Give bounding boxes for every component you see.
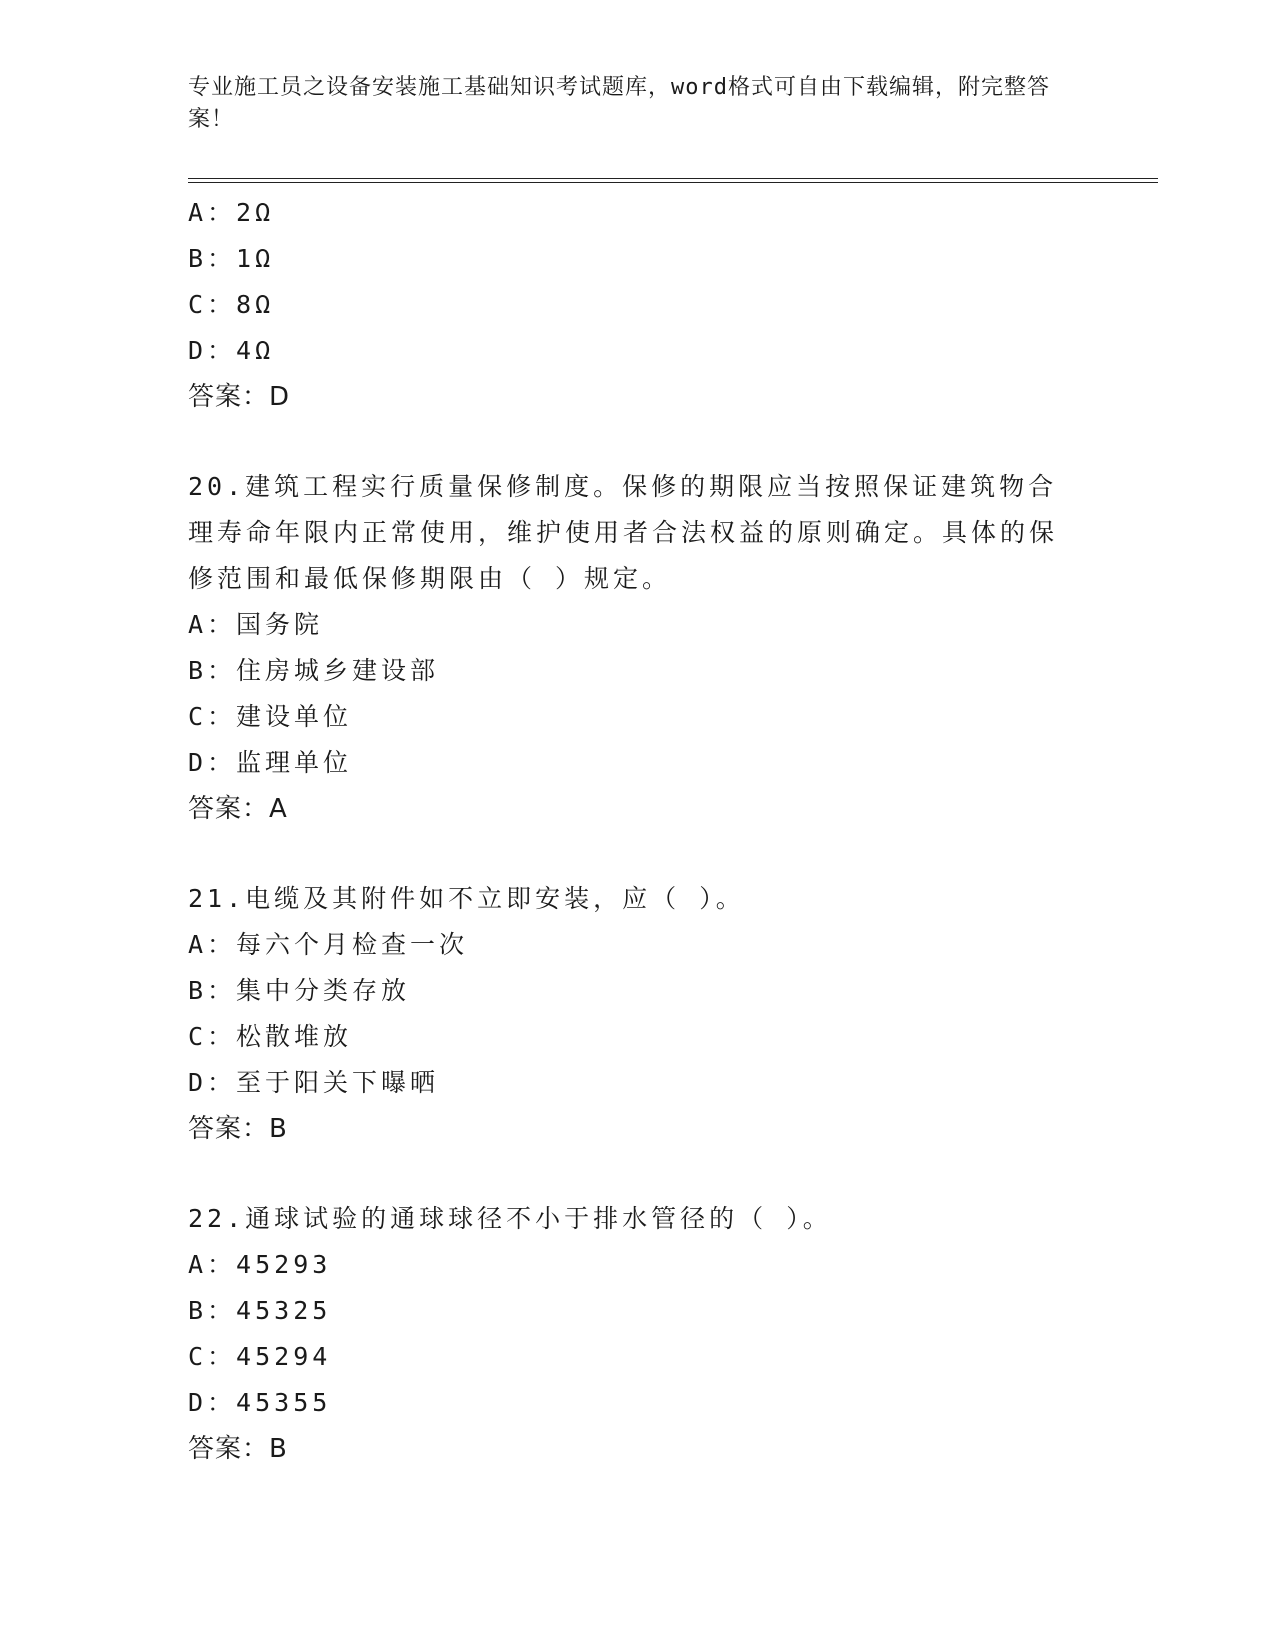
question-stem: 21.电缆及其附件如不立即安装，应（ ）。 xyxy=(188,884,745,913)
option-a: A：每六个月检查一次 xyxy=(188,930,469,959)
option-a: A：45293 xyxy=(188,1250,332,1279)
option-a: A：2Ω xyxy=(188,198,275,227)
option-c: C：松散堆放 xyxy=(188,1022,353,1051)
answer: 答案：D xyxy=(188,382,291,412)
option-d: D：监理单位 xyxy=(188,748,353,777)
answer: 答案：B xyxy=(188,1434,288,1464)
answer: 答案：B xyxy=(188,1114,288,1144)
option-a: A：国务院 xyxy=(188,610,324,639)
question-20 xyxy=(188,464,1128,832)
header-divider-bottom xyxy=(188,182,1158,183)
document-header: 专业施工员之设备安装施工基础知识考试题库，word格式可自由下载编辑，附完整答案！ xyxy=(188,75,1050,132)
option-d: D：4Ω xyxy=(188,336,275,365)
option-c: C：建设单位 xyxy=(188,702,353,731)
option-d: D：45355 xyxy=(188,1388,332,1417)
option-b: B：45325 xyxy=(188,1296,332,1325)
option-c: C：8Ω xyxy=(188,290,275,319)
question-list xyxy=(188,190,1128,1472)
option-c: C：45294 xyxy=(188,1342,332,1371)
question-stem: 20.建筑工程实行质量保修制度。保修的期限应当按照保证建筑物合理寿命年限内正常使用，维护使用者合法权益的原则确定。具体的保修范围和最低保修期限由（ ）规定。 xyxy=(188,472,1059,593)
header-divider-top xyxy=(188,178,1158,179)
question-stem: 22.通球试验的通球球径不小于排水管径的（ ）。 xyxy=(188,1204,832,1233)
option-b: B：住房城乡建设部 xyxy=(188,656,440,685)
question-19 xyxy=(188,190,1128,420)
answer: 答案：A xyxy=(188,794,288,824)
option-b: B：1Ω xyxy=(188,244,275,273)
question-21 xyxy=(188,876,1128,1152)
option-b: B：集中分类存放 xyxy=(188,976,411,1005)
option-d: D：至于阳关下曝晒 xyxy=(188,1068,440,1097)
question-22 xyxy=(188,1196,1128,1472)
